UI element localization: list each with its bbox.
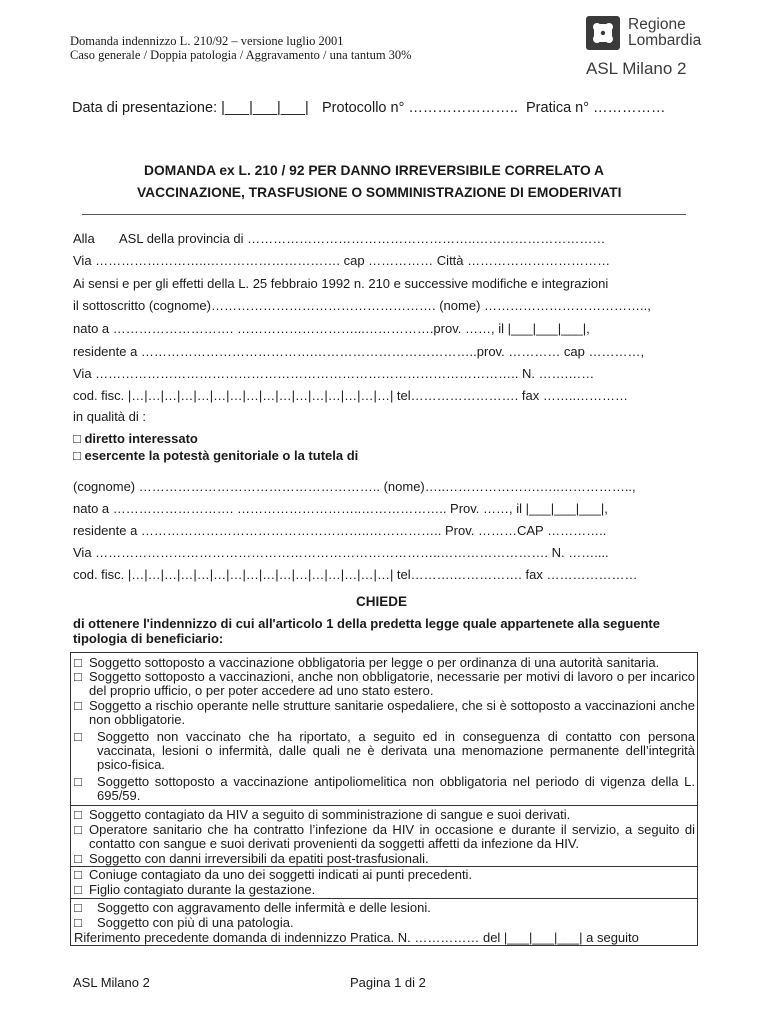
page-number: Pagina 1 di 2 <box>350 975 426 990</box>
checkbox[interactable]: □ <box>74 698 82 713</box>
list-item[interactable] <box>71 808 699 822</box>
item-text: Soggetto non vaccinato che ha riportato, a seguito ed in conseguenza di contatto con persona vaccinata, lesioni o infermità, dalle quali ne è derivata una menomazione permanente dell’integrità psico-fisica. <box>97 729 695 772</box>
tutelato-name-field[interactable]: (cognome) ……………………………………………….. (nome)…..………………….…..…………….., <box>73 479 636 494</box>
item-text: Operatore sanitario che ha contratto l’infezione da HIV in occasione e durante il servizio, a seguito di contatto con sangue e suoi derivati provenienti da soggetti affetti da infezione da HIV. <box>89 822 695 851</box>
list-item[interactable] <box>71 656 699 670</box>
beneficiary-group-familiari <box>70 866 698 899</box>
footer-org: ASL Milano 2 <box>73 975 150 990</box>
option-esercente-potesta[interactable]: □ esercente la potestà genitoriale o la tutela di <box>73 448 359 463</box>
list-item[interactable] <box>71 901 699 915</box>
checkbox[interactable]: □ <box>74 729 82 744</box>
tutelato-codfisc-field[interactable]: cod. fisc. |…|…|…|…|…|…|…|…|…|…|…|…|…|…|…|…| tel……….……………. fax ………………… <box>73 567 638 582</box>
list-item[interactable] <box>71 868 699 882</box>
via-cap-citta-field[interactable]: Via ……………………..…………………………. cap …………… Città …………………………… <box>73 253 611 268</box>
item-text: Soggetto sottoposto a vaccinazioni, anche non obbligatorie, necessarie per motivi di lavoro o per incarico del proprio ufficio, o per poter accedere ad uno stato estero. <box>89 669 695 698</box>
item-text: Soggetto a rischio operante nelle strutture sanitarie ospedaliere, che si è sottoposto a vaccinazioni anche non obbligatorie. <box>89 698 695 727</box>
item-text: Soggetto con danni irreversibili da epatiti post-trasfusionali. <box>89 851 429 866</box>
codice-fiscale-field[interactable]: cod. fisc. |…|…|…|…|…|…|…|…|…|…|…|…|…|…|…|…| tel……………………. fax ……..………… <box>73 388 629 403</box>
chiede-heading: CHIEDE <box>356 594 408 609</box>
asl-provincia-field[interactable]: ASL della provincia di ……………………………………………..………………………… <box>119 231 606 246</box>
checkbox[interactable]: □ <box>74 851 82 866</box>
item-text: Soggetto con aggravamento delle infermità e delle lesioni. <box>97 900 431 915</box>
chiede-intro-line1: di ottenere l'indennizzo di cui all'articolo 1 della predetta legge quale appartenete alla seguente <box>73 616 660 631</box>
checkbox[interactable]: □ <box>74 822 82 837</box>
logo-lombardia: Lombardia <box>628 32 702 49</box>
logo-asl-milano: ASL Milano 2 <box>586 59 687 78</box>
document-title-line1: DOMANDA ex L. 210 / 92 PER DANNO IRREVERSIBILE CORRELATO A <box>144 163 604 178</box>
checkbox[interactable]: □ <box>74 867 82 882</box>
residente-field[interactable]: residente a ………………………………….………………………………..prov. ………… cap …………, <box>73 344 645 359</box>
list-item[interactable] <box>71 823 699 851</box>
checkbox[interactable]: □ <box>74 774 82 789</box>
list-item[interactable] <box>71 730 699 772</box>
in-qualita-label: in qualità di : <box>73 409 146 424</box>
list-item[interactable] <box>71 916 699 930</box>
item-text: Soggetto sottoposto a vaccinazione antipoliomelitica non obbligatoria nel periodo di vigenza della L. 695/59. <box>97 774 695 803</box>
document-title-line2: VACCINAZIONE, TRASFUSIONE O SOMMINISTRAZIONE DI EMODERIVATI <box>137 185 622 200</box>
tutelato-residente-field[interactable]: residente a ……………………………………………..…………….. Prov. ………CAP ………….. <box>73 523 607 538</box>
data-presentazione[interactable]: Data di presentazione: |___|___|___| <box>72 100 309 116</box>
beneficiary-group-aggravamento <box>70 898 698 946</box>
checkbox[interactable]: □ <box>74 882 82 897</box>
header-version-line: Domanda indennizzo L. 210/92 – versione luglio 2001 <box>70 34 344 48</box>
riferimento-text: Riferimento precedente domanda di indennizzo Pratica. N. …………… del |___|___|___| a seguito <box>74 930 639 945</box>
item-text: Figlio contagiato durante la gestazione. <box>89 882 316 897</box>
via-numero-field[interactable]: Via …………………………………………………………………………………….. N. …….…… <box>73 366 595 381</box>
checkbox[interactable]: □ <box>74 669 82 684</box>
list-item[interactable] <box>71 775 699 803</box>
tutelato-nato-field[interactable]: nato a ………………………. ………………………..……………….. Prov. ……, il |___|___|___|, <box>73 501 608 516</box>
checkbox[interactable]: □ <box>74 915 82 930</box>
chiede-intro-line2: tipologia di beneficiario: <box>73 631 224 646</box>
list-item[interactable] <box>71 670 699 698</box>
checkbox[interactable]: □ <box>74 900 82 915</box>
sottoscritto-name-field[interactable]: il sottoscritto (cognome)……………………………………………. (nome) ……………………………….., <box>73 298 651 313</box>
item-text: Soggetto contagiato da HIV a seguito di somministrazione di sangue e suoi derivati. <box>89 807 571 822</box>
checkbox[interactable]: □ <box>74 807 82 822</box>
beneficiary-group-hiv <box>70 805 698 867</box>
riferimento-precedente-field[interactable] <box>71 931 699 945</box>
beneficiary-group-vaccinazioni <box>70 652 698 806</box>
protocollo-field[interactable]: Protocollo n° ………………….. <box>322 100 518 116</box>
option-diretto-interessato[interactable]: □ diretto interessato <box>73 431 198 446</box>
item-text: Coniuge contagiato da uno dei soggetti indicati ai punti precedenti. <box>89 867 473 882</box>
tutelato-via-field[interactable]: Via ……………………………………………………………………..……………………. N. …….... <box>73 545 609 560</box>
logo-regione: Regione <box>628 16 686 33</box>
pratica-field[interactable]: Pratica n° …………… <box>526 100 666 116</box>
nato-a-field[interactable]: nato a ………………………. ………………………...…………….prov. ……, il |___|___|___|, <box>73 321 590 336</box>
list-item[interactable] <box>71 852 699 866</box>
title-divider <box>82 214 686 215</box>
alla-label: Alla <box>73 231 95 246</box>
header-case-line: Caso generale / Doppia patologia / Aggravamento / una tantum 30% <box>70 48 412 62</box>
regione-lombardia-rose-icon <box>586 16 620 50</box>
item-text: Soggetto con più di una patologia. <box>97 915 294 930</box>
ai-sensi-text: Ai sensi e per gli effetti della L. 25 febbraio 1992 n. 210 e successive modifiche e integrazioni <box>73 276 609 291</box>
checkbox[interactable]: □ <box>74 655 82 670</box>
list-item[interactable] <box>71 699 699 727</box>
item-text: Soggetto sottoposto a vaccinazione obbligatoria per legge o per ordinanza di una autorità sanitaria. <box>89 655 660 670</box>
list-item[interactable] <box>71 883 699 897</box>
